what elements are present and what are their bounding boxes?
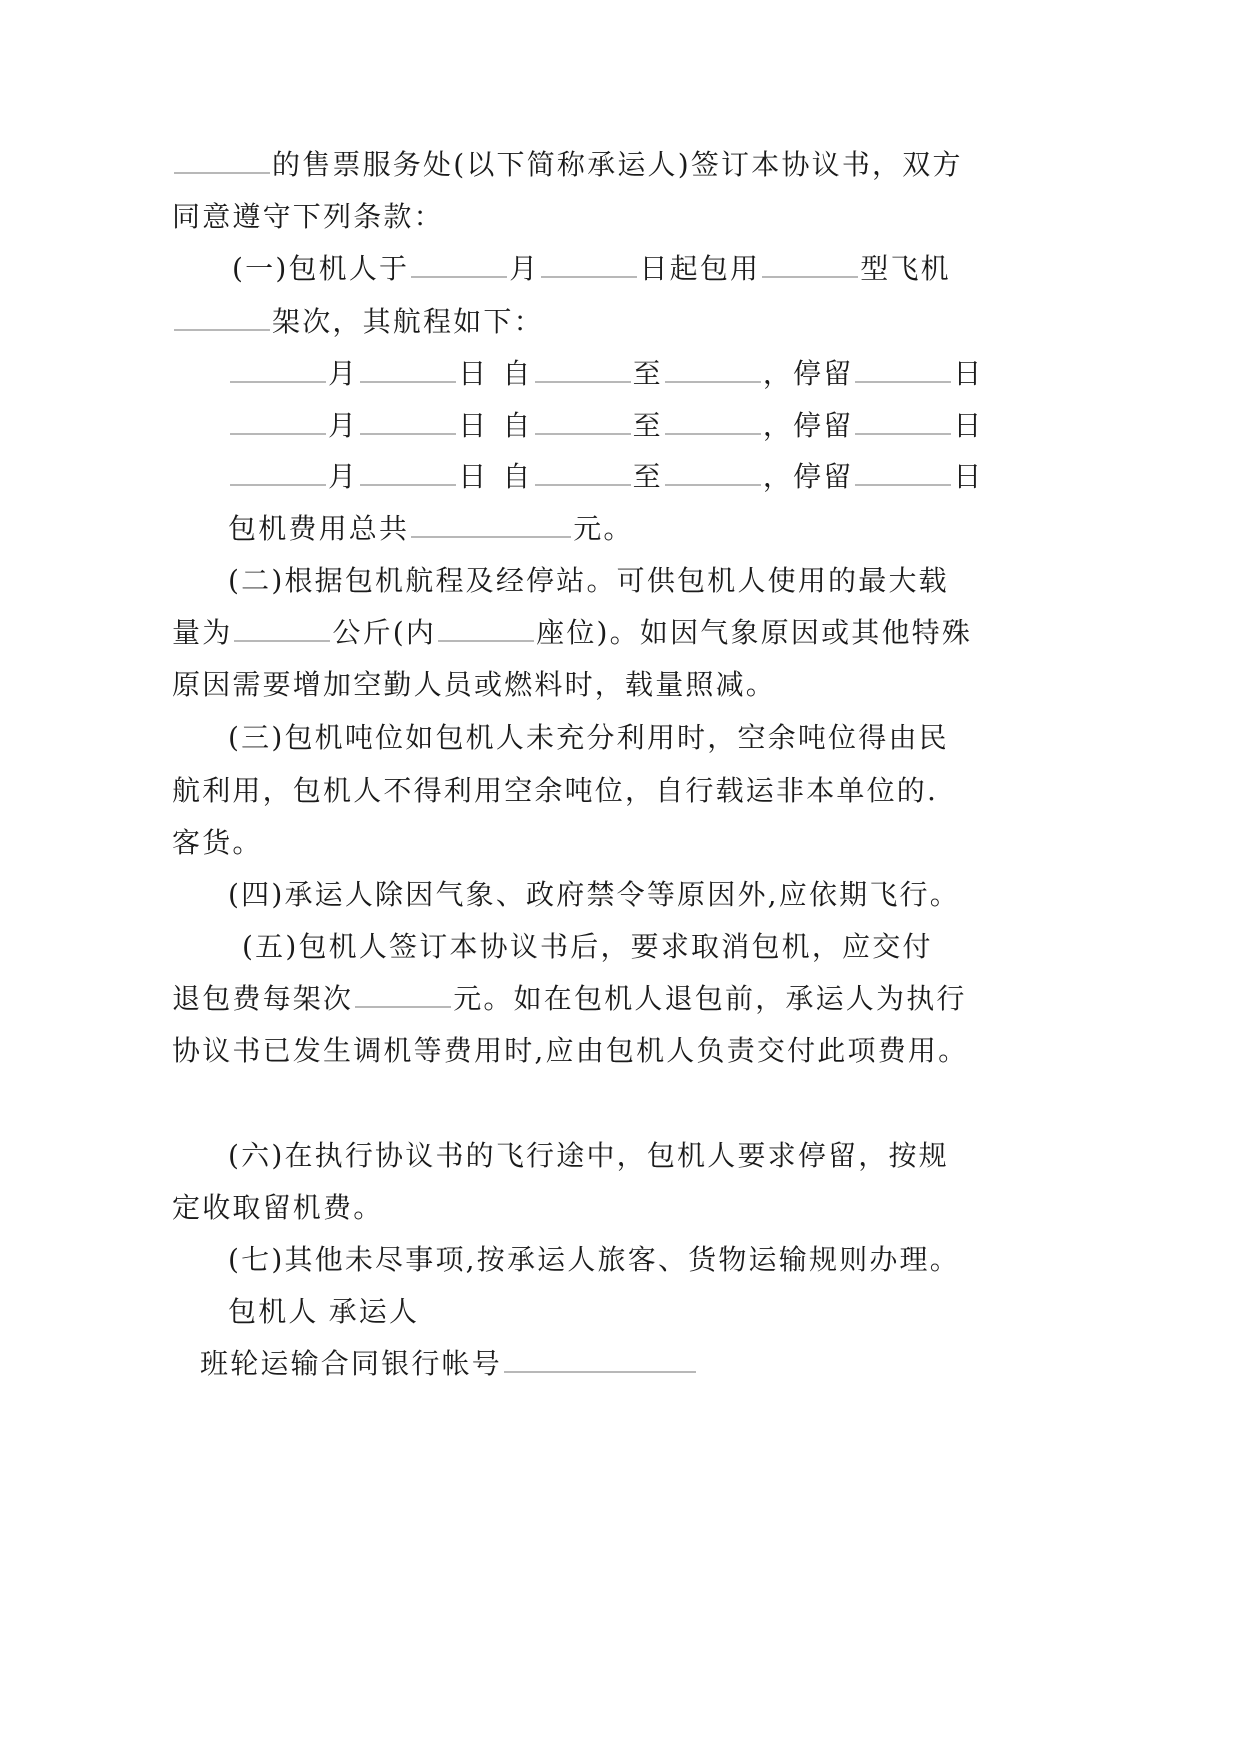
text: 自 [502, 460, 533, 493]
text: 月 [328, 409, 359, 442]
month-blank[interactable] [411, 275, 507, 278]
bank-account-line [200, 1346, 698, 1382]
clause-5-line-3: 协议书已发生调机等费用时,应由包机人负责交付此项费用。 [172, 1034, 969, 1067]
text: ，停留 [762, 357, 854, 390]
itinerary-row [228, 408, 984, 444]
text: 日 [458, 460, 489, 493]
from-blank[interactable] [535, 380, 631, 383]
clause-2-line-3: 原因需要增加空勤人员或燃料时，载量照减。 [172, 668, 777, 701]
text: 月 [509, 252, 540, 285]
text: 元。如在包机人退包前，承运人为执行 [453, 982, 967, 1015]
clause-1-line-1 [232, 251, 951, 287]
clause-5-line-2 [172, 981, 967, 1017]
weight-blank[interactable] [234, 639, 330, 642]
month-blank[interactable] [230, 380, 326, 383]
text: (一)包机人于 [232, 252, 410, 285]
to-blank[interactable] [665, 432, 761, 435]
clause-5-line-1: (五)包机人签订本协议书后，要求取消包机，应交付 [242, 930, 933, 963]
clause-2-line-2 [172, 615, 972, 651]
month-blank[interactable] [230, 432, 326, 435]
stay-blank[interactable] [855, 432, 951, 435]
text: 元。 [573, 512, 634, 545]
carrier-label: 承运人 [328, 1295, 420, 1328]
text: 型飞机 [860, 252, 951, 285]
clause-1-line-2 [172, 304, 544, 340]
text: 的售票服务处(以下简称承运人)签订本协议书，双方 [272, 148, 963, 181]
text: 公斤(内 [332, 616, 437, 649]
aircraft-type-blank[interactable] [762, 275, 858, 278]
cancel-fee-blank[interactable] [355, 1005, 451, 1008]
text: 月 [328, 460, 359, 493]
text: 日 [953, 460, 984, 493]
bank-account-blank[interactable] [504, 1370, 696, 1373]
total-fee-line [228, 511, 634, 547]
text: 包机费用总共 [228, 512, 410, 545]
text: 日起包用 [639, 252, 761, 285]
text: 日 [458, 357, 489, 390]
clause-3-line-1: (三)包机吨位如包机人未充分利用时，空余吨位得由民 [228, 721, 949, 754]
clause-6-line-1: (六)在执行协议书的飞行途中，包机人要求停留，按规 [228, 1139, 949, 1172]
month-blank[interactable] [230, 483, 326, 486]
text: 自 [502, 409, 533, 442]
charterer-label: 包机人 [228, 1295, 319, 1328]
from-blank[interactable] [535, 483, 631, 486]
bank-account-label: 班轮运输合同银行帐号 [200, 1347, 503, 1380]
itinerary-row [228, 459, 984, 495]
text: 至 [632, 409, 663, 442]
intro-line-2: 同意遵守下列条款： [172, 200, 444, 233]
intro-line-1 [172, 147, 963, 183]
text: 至 [632, 460, 663, 493]
day-blank[interactable] [541, 275, 637, 278]
clause-4-line-1: (四)承运人除因气象、政府禁令等原因外,应依期飞行。 [228, 878, 960, 911]
day-blank[interactable] [360, 380, 456, 383]
from-blank[interactable] [535, 432, 631, 435]
text: 日 [953, 409, 984, 442]
stay-blank[interactable] [855, 380, 951, 383]
text: 自 [502, 357, 533, 390]
clause-3-line-2: 航利用，包机人不得利用空余吨位，自行载运非本单位的. [172, 774, 939, 807]
text: ，停留 [762, 409, 854, 442]
clause-2-line-1: (二)根据包机航程及经停站。可供包机人使用的最大载 [228, 564, 949, 597]
blank-field[interactable] [174, 171, 270, 174]
stay-blank[interactable] [855, 483, 951, 486]
clause-6-line-2: 定收取留机费。 [172, 1191, 384, 1224]
text: 架次，其航程如下： [272, 305, 544, 338]
flights-blank[interactable] [174, 328, 270, 331]
signature-line [228, 1294, 419, 1330]
itinerary-row [228, 356, 984, 392]
to-blank[interactable] [665, 483, 761, 486]
total-fee-blank[interactable] [411, 535, 571, 538]
clause-3-line-3: 客货。 [172, 826, 263, 859]
clause-7-line-1: (七)其他未尽事项,按承运人旅客、货物运输规则办理。 [228, 1243, 960, 1276]
text: 退包费每架次 [172, 982, 354, 1015]
text: 量为 [172, 616, 233, 649]
text: 至 [632, 357, 663, 390]
text: ，停留 [762, 460, 854, 493]
seats-blank[interactable] [438, 639, 534, 642]
day-blank[interactable] [360, 483, 456, 486]
to-blank[interactable] [665, 380, 761, 383]
text: 月 [328, 357, 359, 390]
text: 座位)。如因气象原因或其他特殊 [536, 616, 973, 649]
text: 日 [953, 357, 984, 390]
day-blank[interactable] [360, 432, 456, 435]
text: 日 [458, 409, 489, 442]
